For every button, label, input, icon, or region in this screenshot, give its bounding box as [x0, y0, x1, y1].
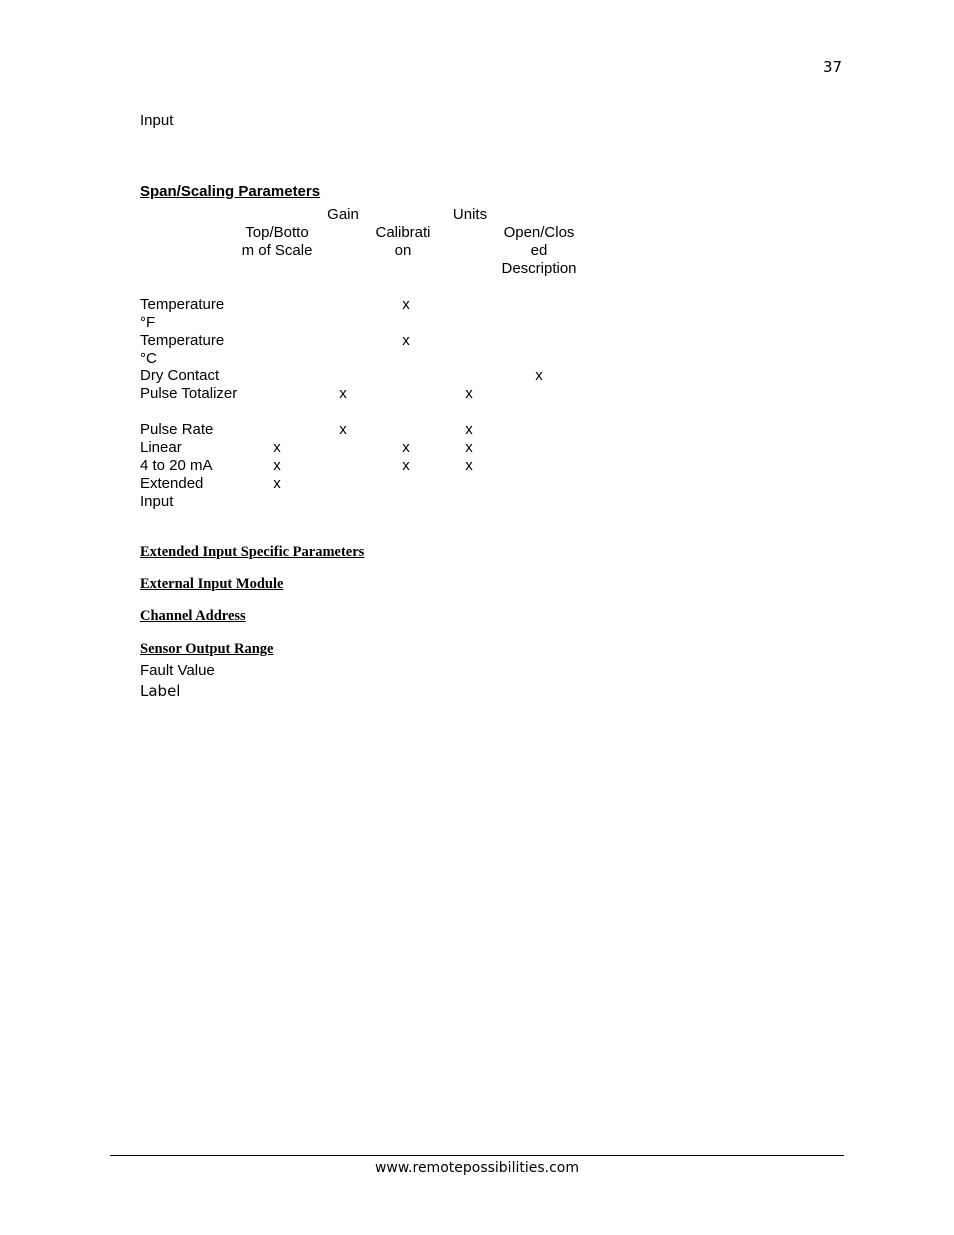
mark-extended-top-bottom: x — [273, 475, 281, 492]
mark-4-20-top-bottom: x — [273, 457, 281, 474]
mark-linear-calibration: x — [402, 439, 410, 456]
mark-temp-c-calibration: x — [402, 332, 410, 349]
row-label-temperature-f: Temperature °F — [140, 296, 225, 331]
fault-value-label: Fault Value — [140, 662, 215, 679]
mark-4-20-units: x — [465, 457, 473, 474]
channel-address-heading: Channel Address — [140, 608, 246, 624]
footer-divider — [110, 1155, 844, 1156]
input-label: Input — [140, 112, 174, 129]
row-label-temperature-c: Temperature °C — [140, 332, 225, 367]
mark-pulse-totalizer-units: x — [465, 385, 473, 402]
external-input-module-heading: External Input Module — [140, 576, 284, 592]
col-header-top-bottom: Top/Botto m of Scale — [241, 224, 313, 259]
mark-pulse-rate-gain: x — [339, 421, 347, 438]
mark-pulse-rate-units: x — [465, 421, 473, 438]
row-label-dry-contact: Dry Contact — [140, 367, 220, 384]
mark-dry-contact-open-closed: x — [535, 367, 543, 384]
row-label-4-20-ma: 4 to 20 mA — [140, 457, 213, 474]
col-header-open-closed: Open/Clos ed Description — [501, 224, 577, 277]
col-header-gain: Gain — [327, 206, 359, 223]
mark-4-20-calibration: x — [402, 457, 410, 474]
mark-pulse-totalizer-gain: x — [339, 385, 347, 402]
row-label-extended-input: Extended Input — [140, 475, 204, 510]
col-header-calibration: Calibrati on — [375, 224, 431, 259]
row-label-pulse-totalizer: Pulse Totalizer — [140, 385, 238, 402]
mark-temp-f-calibration: x — [402, 296, 410, 313]
mark-linear-units: x — [465, 439, 473, 456]
row-label-linear: Linear — [140, 439, 182, 456]
label-text: Label — [140, 682, 181, 700]
page-number: 37 — [823, 58, 843, 76]
section-heading: Span/Scaling Parameters — [140, 183, 321, 200]
col-header-units: Units — [452, 206, 488, 223]
footer-url: www.remotepossibilities.com — [374, 1160, 579, 1176]
sensor-output-range-heading: Sensor Output Range — [140, 641, 274, 657]
extended-input-heading: Extended Input Specific Parameters — [140, 544, 365, 560]
mark-linear-top-bottom: x — [273, 439, 281, 456]
row-label-pulse-rate: Pulse Rate — [140, 421, 214, 438]
